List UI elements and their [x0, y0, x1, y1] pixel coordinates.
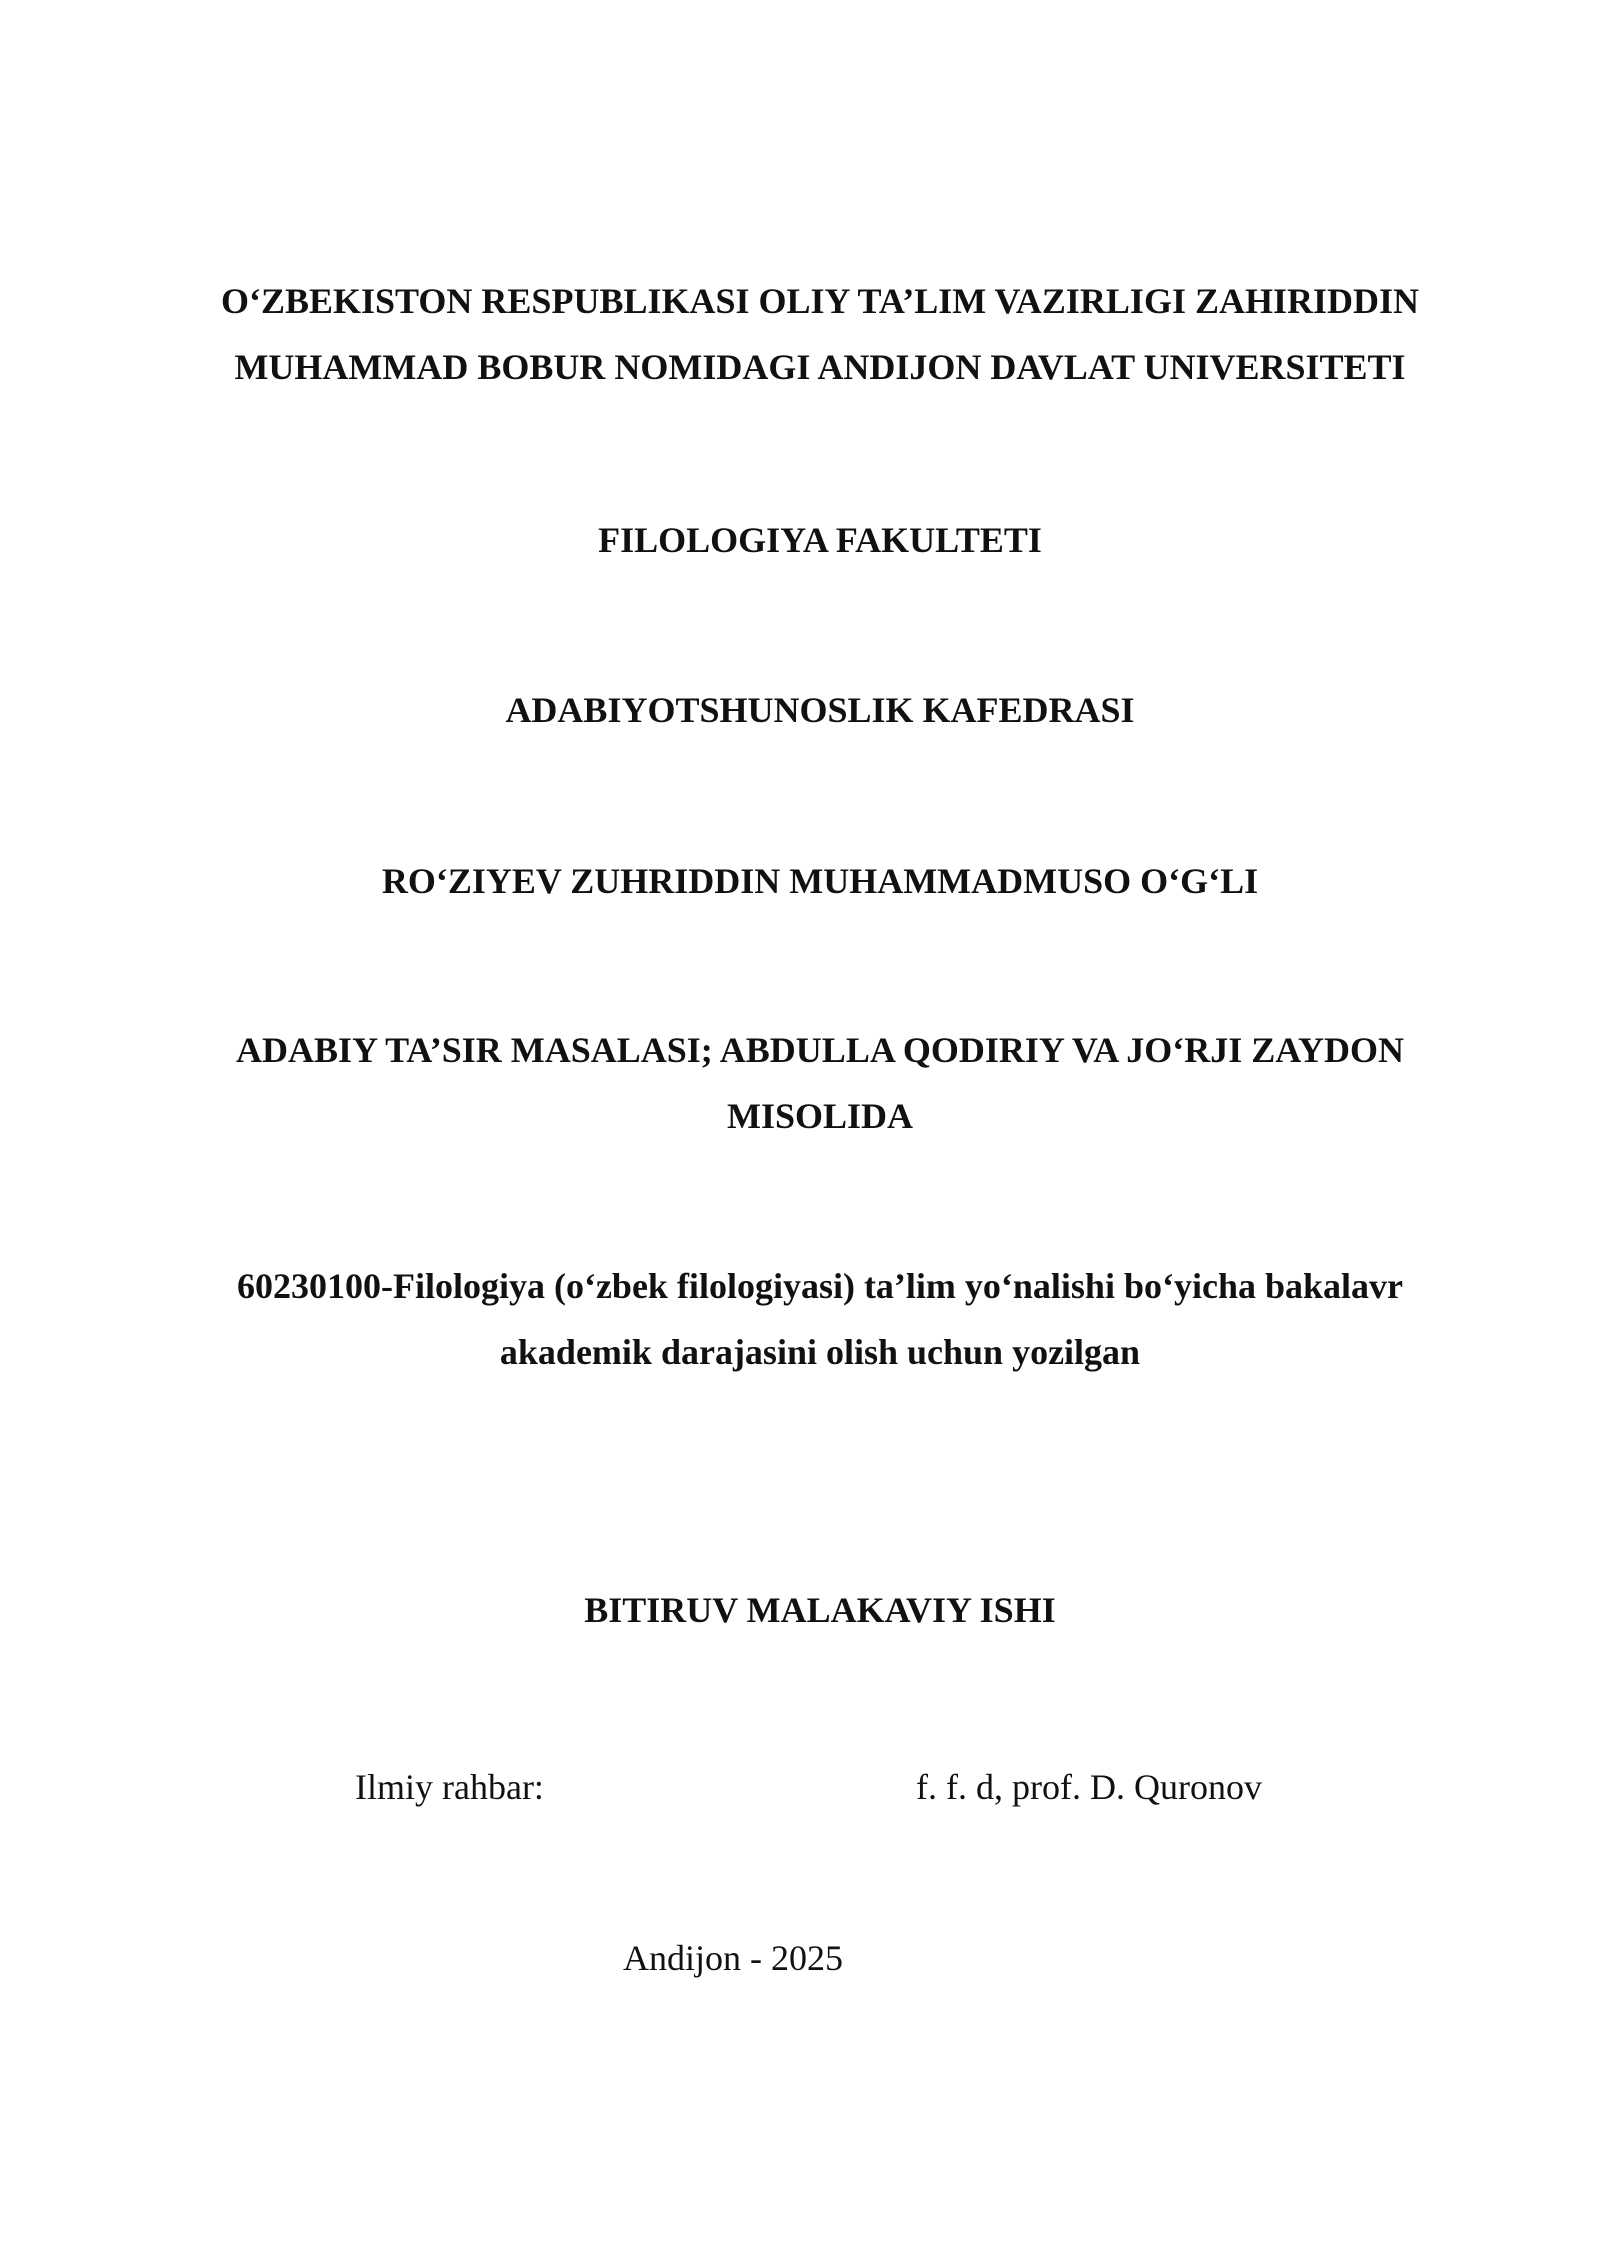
thesis-title — [150, 1017, 1490, 1149]
author-heading — [150, 848, 1490, 914]
degree-statement — [150, 1253, 1490, 1385]
faculty-heading — [150, 507, 1490, 573]
degree-statement-line-1: 60230100-Filologiya (o‘zbek filologiyasi) ta’lim yo‘nalishi bo‘yicha bakalavr — [236, 1266, 1403, 1306]
thesis-title-line-1: ADABIY TA’SIR MASALASI; ABDULLA QODIRIY VA JO‘RJI ZAYDON — [236, 1030, 1404, 1070]
university-heading-line-1: O‘ZBEKISTON RESPUBLIKASI OLIY TA’LIM VAZIRLIGI ZAHIRIDDIN — [221, 281, 1419, 321]
work-type-heading — [150, 1577, 1490, 1643]
supervisor-name: f. f. d, prof. D. Quronov — [916, 1767, 1262, 1807]
work-type: BITIRUV MALAKAVIY ISHI — [584, 1590, 1056, 1630]
university-heading-line-2: MUHAMMAD BOBUR NOMIDAGI ANDIJON DAVLAT UNIVERSITETI — [234, 347, 1406, 387]
university-heading — [150, 268, 1490, 400]
author-name: RO‘ZIYEV ZUHRIDDIN MUHAMMADMUSO O‘G‘LI — [381, 861, 1259, 901]
department-name: ADABIYOTSHUNOSLIK KAFEDRASI — [505, 690, 1135, 730]
degree-statement-line-2: akademik darajasini olish uchun yozilgan — [499, 1332, 1141, 1372]
thesis-title-line-2: MISOLIDA — [726, 1096, 914, 1136]
faculty-name: FILOLOGIYA FAKULTETI — [598, 520, 1042, 560]
place-year: Andijon - 2025 — [623, 1938, 843, 1978]
department-heading — [150, 677, 1490, 743]
supervisor-label: Ilmiy rahbar: — [355, 1767, 544, 1807]
